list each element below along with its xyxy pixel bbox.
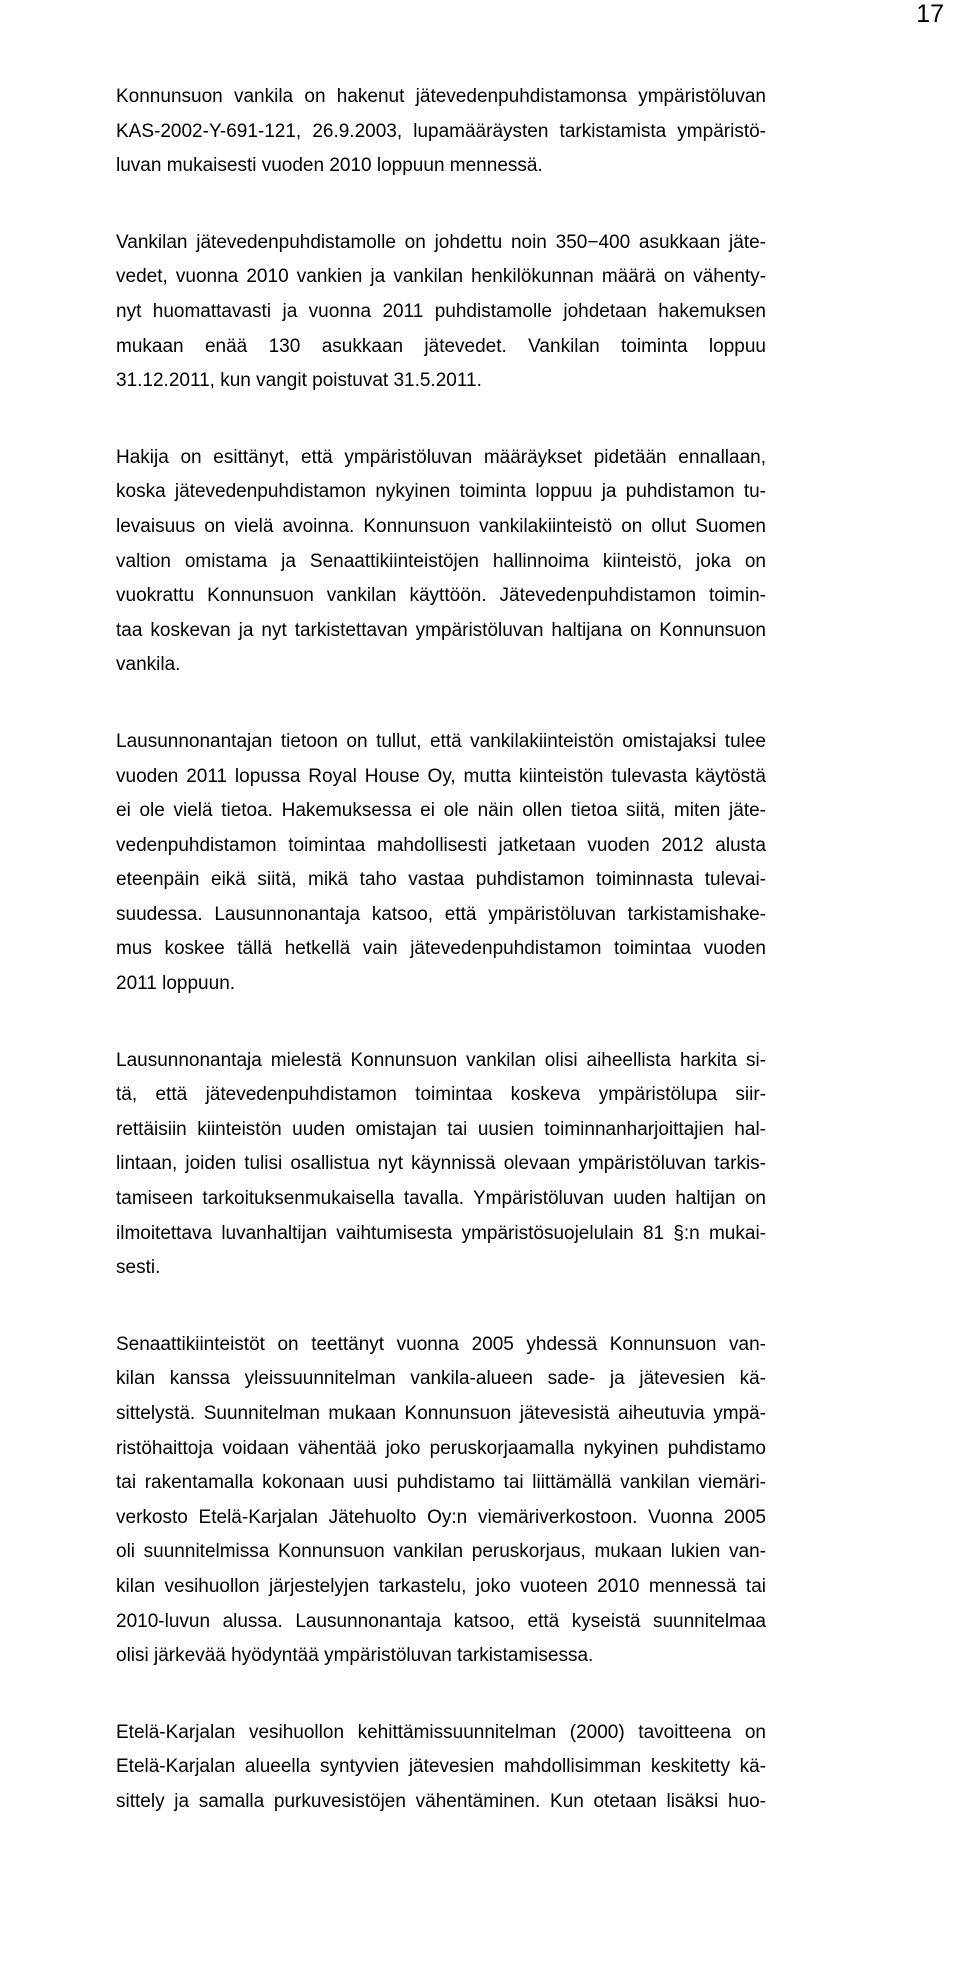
text-line: ilmoitettava luvanhaltijan vaihtumisesta ympäristösuojelulain 81 §:n mukai- bbox=[116, 1222, 766, 1244]
page-number: 17 bbox=[916, 0, 944, 28]
paragraph-2 bbox=[116, 226, 766, 399]
text-line: valtion omistama ja Senaattikiinteistöjen hallinnoima kiinteistö, joka on bbox=[116, 550, 766, 572]
text-line: vuokrattu Konnunsuon vankilan käyttöön. Jätevedenpuhdistamon toimin- bbox=[116, 585, 766, 607]
text-line: Hakija on esittänyt, että ympäristöluvan määräykset pidetään ennallaan, bbox=[116, 446, 766, 468]
paragraph-7 bbox=[116, 1716, 766, 1820]
paragraph-6 bbox=[116, 1328, 766, 1674]
text-line: Konnunsuon vankila on hakenut jätevedenpuhdistamonsa ympäristöluvan bbox=[116, 86, 766, 107]
text-line: vedenpuhdistamon toimintaa mahdollisesti jatketaan vuoden 2012 alusta bbox=[116, 834, 766, 856]
document-body bbox=[116, 80, 766, 1862]
text-line: Lausunnonantaja mielestä Konnunsuon vankilan olisi aiheellista harkita si- bbox=[116, 1049, 766, 1071]
text-line: KAS-2002-Y-691-121, 26.9.2003, lupamääräysten tarkistamista ympäristö- bbox=[116, 120, 766, 142]
text-line: sittely ja samalla purkuvesistöjen vähentäminen. Kun otetaan lisäksi huo- bbox=[116, 1790, 766, 1812]
text-line: Lausunnonantajan tietoon on tullut, että vankilakiinteistön omistajaksi tulee bbox=[116, 730, 766, 752]
text-line: tai rakentamalla kokonaan uusi puhdistamo tai liittämällä vankilan viemäri- bbox=[116, 1472, 766, 1494]
text-line: mukaan enää 130 asukkaan jätevedet. Vankilan toiminta loppuu bbox=[116, 335, 766, 357]
text-line: olisi järkevää hyödyntää ympäristöluvan tarkistamisessa. bbox=[116, 1645, 594, 1667]
text-line: levaisuus on vielä avoinna. Konnunsuon vankilakiinteistö on ollut Suomen bbox=[116, 515, 766, 537]
paragraph-3 bbox=[116, 441, 766, 683]
text-line: 2011 loppuun. bbox=[116, 973, 236, 995]
text-line: tamiseen tarkoituksenmukaisella tavalla. Ympäristöluvan uuden haltijan on bbox=[116, 1188, 766, 1210]
text-line: vedet, vuonna 2010 vankien ja vankilan henkilökunnan määrä on vähenty- bbox=[116, 266, 766, 288]
text-line: sittelystä. Suunnitelman mukaan Konnunsuon jätevesistä aiheutuvia ympä- bbox=[116, 1403, 766, 1424]
text-line: luvan mukaisesti vuoden 2010 loppuun mennessä. bbox=[116, 155, 543, 177]
text-line: Etelä-Karjalan vesihuollon kehittämissuunnitelman (2000) tavoitteena on bbox=[116, 1721, 766, 1743]
text-line: eteenpäin eikä siitä, mikä taho vastaa puhdistamon toiminnasta tulevai- bbox=[116, 869, 766, 891]
text-line: kilan kanssa yleissuunnitelman vankila-alueen sade- ja jätevesien kä- bbox=[116, 1368, 766, 1390]
text-line: rettäisiin kiinteistön uuden omistajan tai uusien toiminnanharjoittajien hal- bbox=[116, 1118, 766, 1140]
text-line: verkosto Etelä-Karjalan Jätehuolto Oy:n viemäriverkostoon. Vuonna 2005 bbox=[116, 1506, 766, 1528]
text-line: ei ole vielä tietoa. Hakemuksessa ei ole näin ollen tietoa siitä, miten jäte- bbox=[116, 800, 766, 822]
text-line: 31.12.2011, kun vangit poistuvat 31.5.2011. bbox=[116, 370, 482, 392]
text-line: Etelä-Karjalan alueella syntyvien jätevesien mahdollisimman keskitetty kä- bbox=[116, 1756, 766, 1778]
paragraph-5 bbox=[116, 1044, 766, 1286]
text-line: taa koskevan ja nyt tarkistettavan ympäristöluvan haltijana on Konnunsuon bbox=[116, 619, 766, 641]
text-line: lintaan, joiden tulisi osallistua nyt käynnissä olevaan ympäristöluvan tarkis- bbox=[116, 1153, 766, 1175]
text-line: ristöhaittoja voidaan vähentää joko peruskorjaamalla nykyinen puhdistamo bbox=[116, 1437, 766, 1459]
text-line: mus koskee tällä hetkellä vain jätevedenpuhdistamon toimintaa vuoden bbox=[116, 938, 766, 960]
text-line: Vankilan jätevedenpuhdistamolle on johdettu noin 350−400 asukkaan jäte- bbox=[116, 231, 766, 253]
text-line: tä, että jätevedenpuhdistamon toimintaa koskeva ympäristölupa siir- bbox=[116, 1084, 766, 1106]
text-line: sesti. bbox=[116, 1257, 161, 1279]
text-line: kilan vesihuollon järjestelyjen tarkastelu, joko vuoteen 2010 mennessä tai bbox=[116, 1575, 766, 1597]
text-line: oli suunnitelmissa Konnunsuon vankilan peruskorjaus, mukaan lukien van- bbox=[116, 1541, 766, 1563]
text-line: vuoden 2011 lopussa Royal House Oy, mutta kiinteistön tulevasta käytöstä bbox=[116, 765, 766, 787]
paragraph-1 bbox=[116, 80, 766, 184]
text-line: nyt huomattavasti ja vuonna 2011 puhdistamolle johdetaan hakemuksen bbox=[116, 300, 766, 322]
text-line: koska jätevedenpuhdistamon nykyinen toiminta loppuu ja puhdistamon tu- bbox=[116, 481, 766, 503]
paragraph-4 bbox=[116, 725, 766, 1002]
text-line: Senaattikiinteistöt on teettänyt vuonna 2005 yhdessä Konnunsuon van- bbox=[116, 1333, 766, 1355]
text-line: vankila. bbox=[116, 654, 181, 676]
text-line: 2010-luvun alussa. Lausunnonantaja katsoo, että kyseistä suunnitelmaa bbox=[116, 1610, 766, 1632]
text-line: suudessa. Lausunnonantaja katsoo, että ympäristöluvan tarkistamishake- bbox=[116, 903, 766, 925]
